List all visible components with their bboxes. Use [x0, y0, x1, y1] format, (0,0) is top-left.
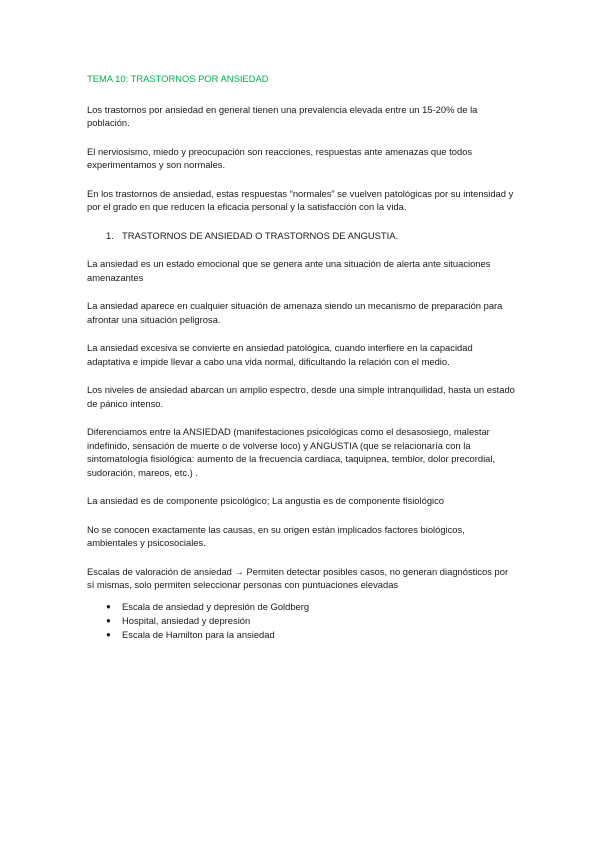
- list-item-text: Hospital, ansiedad y depresión: [122, 614, 251, 626]
- list-item: [106, 614, 517, 628]
- bullet-icon: ●: [106, 601, 111, 611]
- bullet-icon: ●: [106, 630, 111, 640]
- list-item: [106, 600, 517, 614]
- paragraph-prevalence: Los trastornos por ansiedad en general tienen una prevalencia elevada entre un 15-20% de la población.: [87, 103, 478, 128]
- document-title: TEMA 10: TRASTORNOS POR ANSIEDAD: [87, 73, 269, 84]
- paragraph-definicion: La ansiedad es un estado emocional que se genera ante una situación de alerta ante situaciones amenazantes: [87, 258, 491, 283]
- list-item-text: Escala de ansiedad y depresión de Goldberg: [122, 600, 310, 612]
- paragraph-patologicas: En los trastornos de ansiedad, estas respuestas “normales” se vuelven patológicas por su intensidad y por el grado en que reducen la eficacia personal y la satisfacción con la vida.: [87, 187, 514, 212]
- bullet-icon: ●: [106, 615, 111, 625]
- paragraph-diferencias: Diferenciamos entre la ANSIEDAD (manifestaciones psicológicas como el desasosiego, malestar indefinido, sensación de muerte o de volverse loco) y ANGUSTIA (que se relacionaría con la sintomatología fisiológica: aumento de la frecuencia cardiaca, taquipnea, temblor, dolor precordial, sudoración, mareos, etc.) .: [87, 426, 496, 478]
- list-item-text: Escala de Hamilton para la ansiedad: [122, 629, 275, 641]
- list-item: [106, 628, 517, 642]
- document-body: [87, 72, 517, 642]
- paragraph-mecanismo: La ansiedad aparece en cualquier situación de amenaza siendo un mecanismo de preparación para afrontar una situación peligrosa.: [87, 300, 503, 325]
- paragraph-niveles: Los niveles de ansiedad abarcan un amplio espectro, desde una simple intranquilidad, hasta un estado de pánico intenso.: [87, 384, 515, 409]
- section-heading-text: TRASTORNOS DE ANSIEDAD O TRASTORNOS DE ANGUSTIA.: [122, 229, 399, 241]
- paragraph-nerviosismo: El nerviosismo, miedo y preocupación son reacciones, respuestas ante amenazas que todos experimentamos y son normales.: [87, 145, 473, 170]
- paragraph-escalas: Escalas de valoración de ansiedad → Permiten detectar posibles casos, no generan diagnósticos por sí mismas, solo permiten seleccionar personas con puntuaciones elevadas: [87, 565, 509, 590]
- paragraph-causas: No se conocen exactamente las causas, en su origen están implicados factores biológicos, ambientales y psicosociales.: [87, 523, 465, 548]
- section-number: 1.: [106, 229, 114, 241]
- paragraph-excesiva: La ansiedad excesiva se convierte en ansiedad patológica, cuando interfiere en la capacidad adaptativa e impide llevar a cabo una vida normal, dificultando la relación con el medio.: [87, 342, 473, 367]
- section-heading: [87, 229, 517, 243]
- paragraph-componentes: La ansiedad es de componente psicológico; La angustia es de componente fisiológico: [87, 495, 445, 506]
- scales-list: [87, 600, 517, 643]
